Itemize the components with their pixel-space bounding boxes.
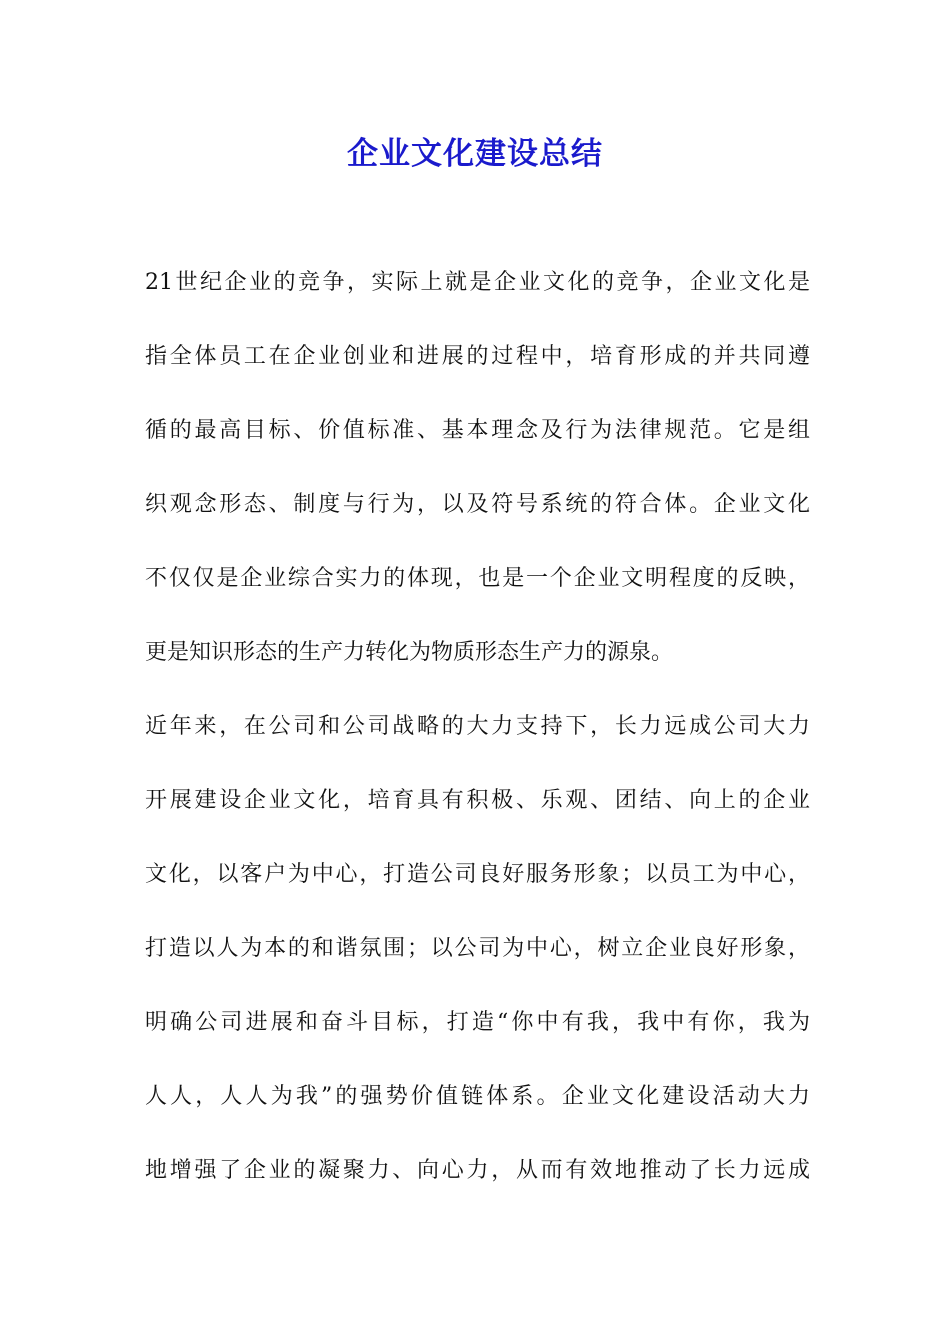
paragraph-2-line-2: 开展建设企业文化，培育具有积极、乐观、团结、向上的企业 [145,788,810,813]
paragraph-2-line-7: 地增强了企业的凝聚力、向心力，从而有效地推动了长力远成 [145,1158,810,1183]
paragraph-1-line-6: 更是知识形态的生产力转化为物质形态生产力的源泉。 [145,640,674,665]
paragraph-2-line-6: 人人，人人为我”的强势价值链体系。企业文化建设活动大力 [145,1084,810,1109]
paragraph-1-line-1: 21世纪企业的竞争，实际上就是企业文化的竞争，企业文化是 [145,270,810,295]
paragraph-2-line-4: 打造以人为本的和谐氛围；以公司为中心，树立企业良好形象， [145,936,810,961]
paragraph-1-line-3: 循的最高目标、价值标准、基本理念及行为法律规范。它是组 [145,418,810,443]
paragraph-1-line-5: 不仅仅是企业综合实力的体现，也是一个企业文明程度的反映， [145,566,810,591]
document-title: 企业文化建设总结 [347,136,603,172]
paragraph-2-line-1: 近年来，在公司和公司战略的大力支持下，长力远成公司大力 [145,714,810,739]
paragraph-2-line-5: 明确公司进展和奋斗目标，打造“你中有我，我中有你，我为 [145,1010,810,1035]
paragraph-1-line-2: 指全体员工在企业创业和进展的过程中，培育形成的并共同遵 [145,344,810,369]
paragraph-1-line-4: 织观念形态、制度与行为，以及符号系统的符合体。企业文化 [145,492,810,517]
paragraph-2-line-3: 文化，以客户为中心，打造公司良好服务形象；以员工为中心， [145,862,810,887]
